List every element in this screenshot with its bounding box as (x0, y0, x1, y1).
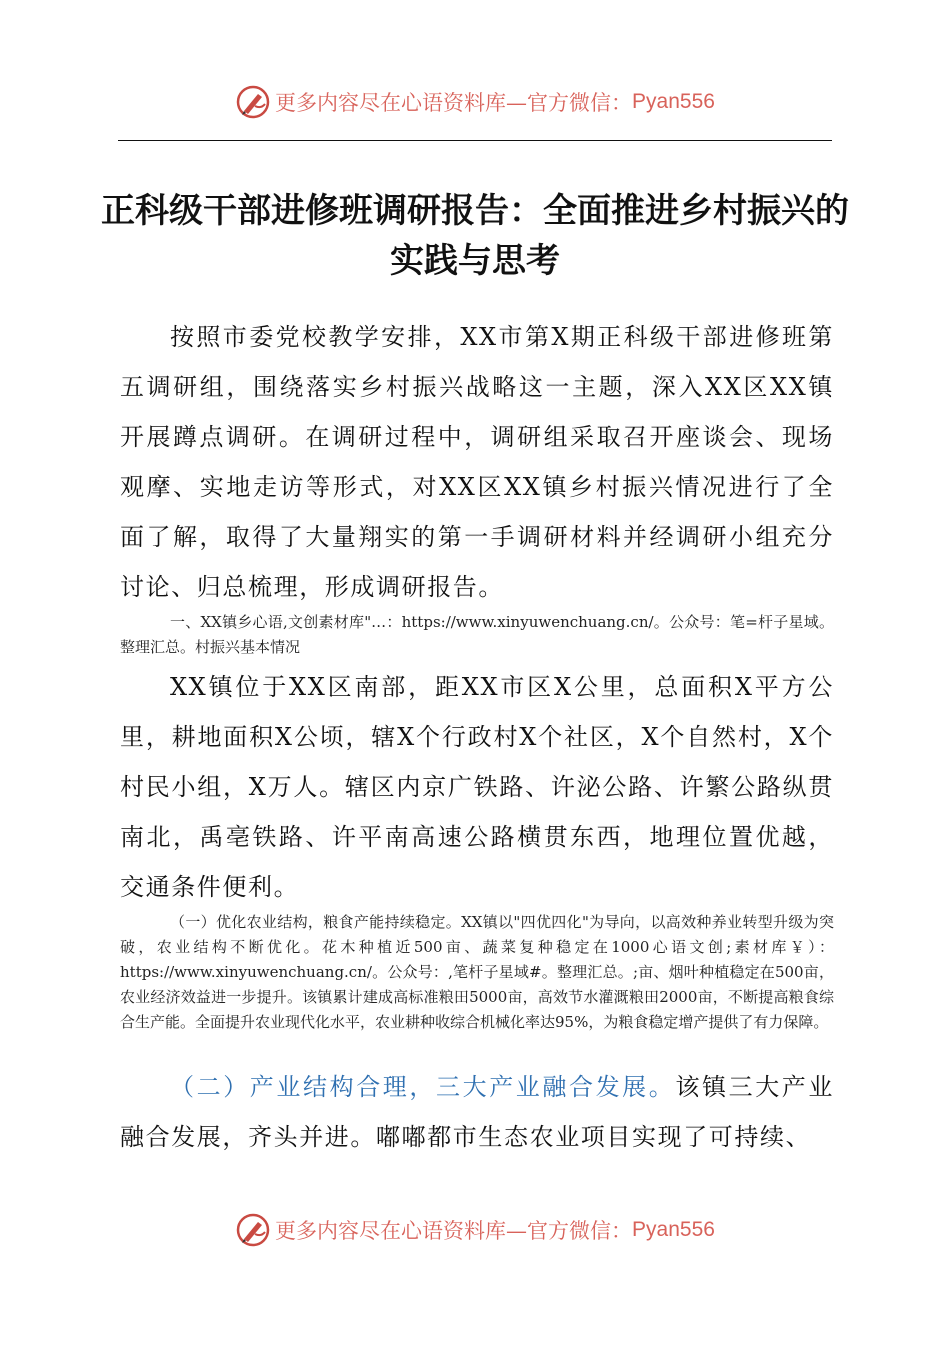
agriculture-paragraph: （一）优化农业结构，粮食产能持续稳定。XX镇以"四优四化"为导向，以高效种养业转型升级为突破，农业结构不断优化。花木种植近500亩、蔬菜复种稳定在1000心语文创;素材库￥）：https://www.xinyuwenchuang.cn/。公众号：,笔杆子星域#。整理汇总。;亩、烟叶种植稳定在500亩，农业经济效益进一步提升。该镇累计建成高标准粮田5000亩，高效节水灌溉粮田2000亩，不断提高粮食综合生产能。全面提升农业现代化水平，农业耕种收综合机械化率达95%，为粮食稳定增产提供了有力保障。 (120, 913, 834, 1031)
section-heading-basic-info: 一、XX镇乡心语,文创素材库"…：https://www.xinyuwenchuang.cn/。公众号：笔=杆子星域。整理汇总。村振兴基本情况 (120, 613, 834, 656)
header-rule (118, 140, 832, 141)
industry-subheading: （二）产业结构合理，三大产业融合发展。 (170, 1073, 676, 1101)
industry-paragraph (120, 1062, 834, 1162)
location-paragraph: XX镇位于XX区南部，距XX市区X公里，总面积X平方公里，耕地面积X公顷，辖X个行政村X个社区，X个自然村，X个村民小组，X万人。辖区内京广铁路、许泌公路、许繁公路纵贯南北，禹亳铁路、许平南高速公路横贯东西，地理位置优越，交通条件便利。 (120, 673, 834, 901)
industry-body: 该镇三大产业融合发展，齐头并进。嘟嘟都市生态农业项目实现了可持续、 (120, 1073, 834, 1151)
banner-wechat-id: Pyan556 (632, 90, 715, 113)
header-banner (0, 82, 950, 122)
pen-logo-icon (235, 84, 271, 120)
banner-wechat-id: Pyan556 (632, 1218, 715, 1241)
intro-paragraph: 按照市委党校教学安排，XX市第X期正科级干部进修班第五调研组，围绕落实乡村振兴战略这一主题，深入XX区XX镇开展蹲点调研。在调研过程中，调研组采取召开座谈会、现场观摩、实地走访等形式，对XX区XX镇乡村振兴情况进行了全面了解，取得了大量翔实的第一手调研材料并经调研小组充分讨论、归总梳理，形成调研报告。 (120, 323, 834, 601)
banner-text: 更多内容尽在心语资料库—官方微信： (275, 91, 633, 115)
document-title: 正科级干部进修班调研报告：全面推进乡村振兴的实践与思考 (101, 191, 849, 281)
pen-logo-icon (235, 1212, 271, 1248)
banner-text: 更多内容尽在心语资料库—官方微信： (275, 1219, 633, 1243)
footer-banner (0, 1210, 950, 1250)
